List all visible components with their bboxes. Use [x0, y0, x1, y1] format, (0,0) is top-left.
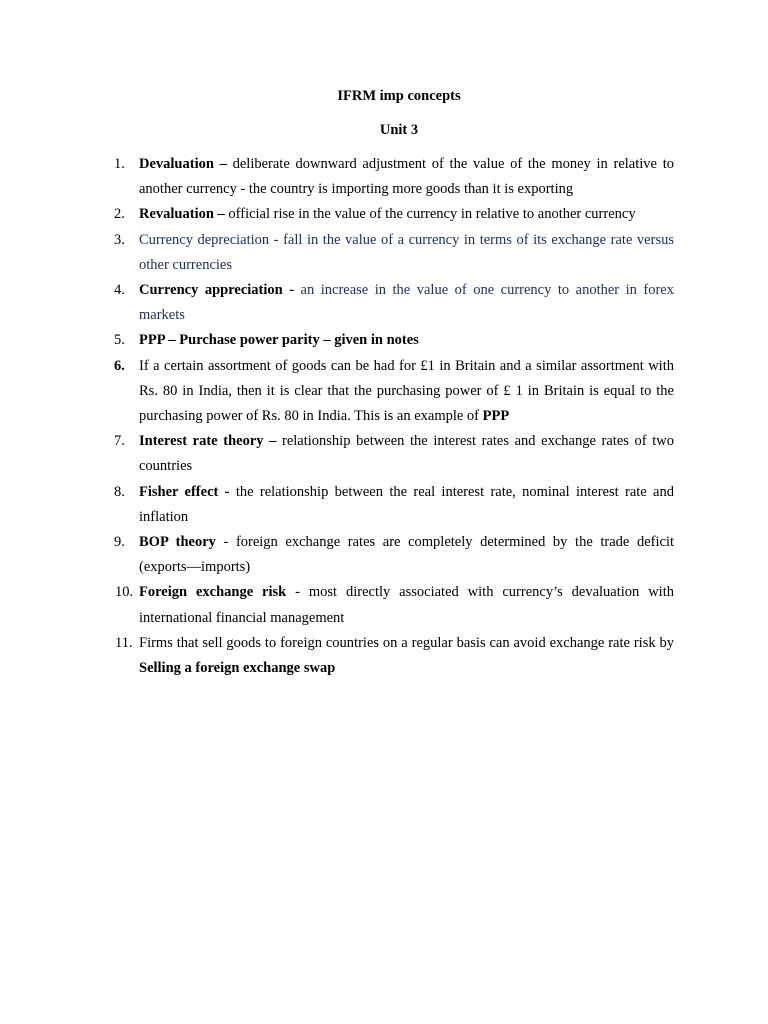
item-text: an increase in the value of one currency to another in forex markets [139, 282, 674, 324]
item-number: 3. [114, 231, 125, 248]
concept-list [0, 152, 768, 681]
item-number: 8. [114, 483, 125, 500]
item-number: 11. [115, 634, 133, 651]
item-text: relationship between the interest rates and exchange rates of two countries [139, 433, 674, 475]
item-number: 4. [114, 282, 125, 299]
item-term: Currency appreciation - [139, 282, 295, 299]
item-text: - most directly associated with currency’s devaluation with international financial management [139, 584, 674, 626]
item-number: 6. [114, 357, 125, 374]
item-number: 10. [115, 584, 134, 601]
list-item [114, 278, 674, 328]
list-item [114, 152, 674, 202]
list-item [115, 580, 674, 630]
list-item [114, 530, 674, 580]
item-term: PPP – Purchase power parity – given in notes [139, 332, 419, 349]
list-item [115, 631, 674, 681]
item-number: 9. [114, 534, 125, 551]
item-term: Revaluation – [139, 206, 225, 223]
item-text: - foreign exchange rates are completely determined by the trade deficit (exports—imports) [139, 534, 674, 576]
list-item [114, 328, 674, 353]
item-number: 1. [114, 156, 125, 172]
item-term: Interest rate theory – [139, 433, 277, 450]
item-number: 7. [114, 433, 125, 450]
item-text: the relationship between the real interest rate, nominal interest rate and inflation [139, 483, 674, 525]
item-term: Fisher effect - [139, 483, 230, 500]
item-term: PPP [482, 408, 510, 425]
item-term: Devaluation – [139, 156, 227, 172]
page-title: IFRM imp concepts [337, 88, 461, 104]
item-text: Firms that sell goods to foreign countries on a regular basis can avoid exchange rate risk by [139, 634, 674, 651]
list-item [114, 202, 674, 227]
item-text: Currency depreciation - fall in the value of a currency in terms of its exchange rate versus other currencies [139, 231, 674, 273]
item-term: BOP theory [139, 534, 216, 551]
item-text: If a certain assortment of goods can be had for £1 in Britain and a similar assortment with Rs. 80 in India, then it is clear that the purchasing power of £ 1 in Britain is equal to the purchasing power of Rs. 80 in India. This is an example of [139, 357, 674, 425]
item-text: deliberate downward adjustment of the value of the money in relative to another currency - the country is importing more goods than it is exporting [139, 156, 674, 198]
item-term: Selling a foreign exchange swap [139, 660, 336, 677]
item-term: Foreign exchange risk [139, 584, 287, 601]
item-number: 5. [114, 332, 125, 349]
unit-heading: Unit 3 [379, 122, 419, 138]
list-item [114, 429, 674, 479]
list-item [114, 228, 674, 278]
item-text: official rise in the value of the currency in relative to another currency [224, 206, 636, 223]
item-number: 2. [114, 206, 125, 223]
list-item [114, 480, 674, 530]
list-item [114, 354, 674, 430]
